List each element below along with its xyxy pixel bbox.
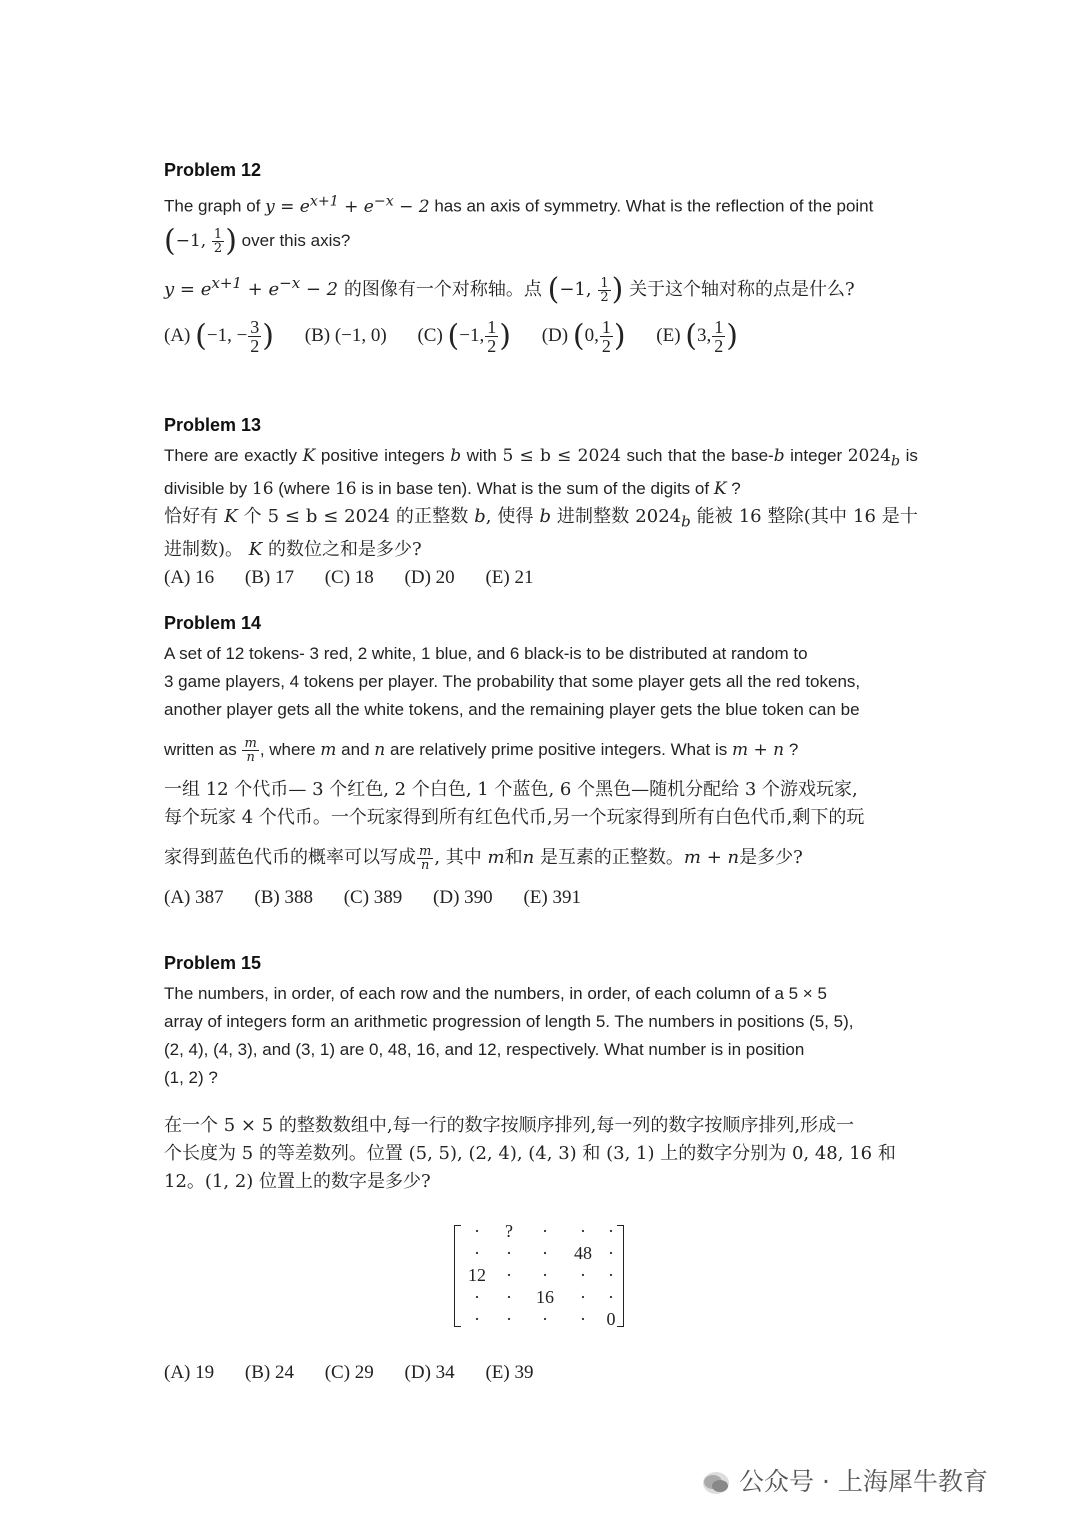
zh-line-2: 每个玩家 4 个代币。一个玩家得到所有红色代币,另一个玩家得到所有白色代币,剩下的玩 bbox=[164, 807, 865, 829]
statement-line-1: A set of 12 tokens- 3 red, 2 white, 1 blue, and 6 black-is to be distributed at random to bbox=[164, 644, 808, 663]
problem-12 bbox=[164, 160, 918, 355]
matrix-row bbox=[462, 1309, 616, 1331]
matrix-cell: 0 bbox=[606, 1309, 616, 1329]
choice-c: (C) 18 bbox=[324, 566, 374, 588]
choice-e: (E) (3, $\frac{1}{2}$ ) bbox=[656, 317, 738, 357]
statement-line-4: written as $\frac{m}{n}$ , where m and n are relatively prime positive integers. What is m + n ? bbox=[164, 736, 799, 766]
matrix-cell: · bbox=[542, 1243, 548, 1263]
choice-c: (C) (−1, $\frac{1}{2}$ ) bbox=[417, 317, 511, 357]
choice-e: (E) 21 bbox=[485, 566, 534, 588]
choice-b: (B) 24 bbox=[244, 1362, 294, 1383]
problem-title: Problem 14 bbox=[164, 613, 262, 633]
choice-c: (C) 389 bbox=[343, 887, 403, 909]
choice-b: (B) 17 bbox=[244, 566, 294, 588]
statement-line-3: (2, 4), (4, 3), and (3, 1) are 0, 48, 16, and 12, respectively. What number is in position bbox=[164, 1040, 805, 1059]
choice-e: (E) 39 bbox=[485, 1362, 534, 1383]
choice-a: (A) 19 bbox=[164, 1362, 215, 1383]
matrix-cell: · bbox=[542, 1309, 548, 1329]
matrix-cell: 16 bbox=[536, 1287, 554, 1307]
problem-statement-zh: 恰好有 K 个 5 ≤ b ≤ 2024 的正整数 b, 使得 b 进制整数 $2024_b$ 能被 16 整除(其中 16 是十进制数)。 K 的数位之和是多少? bbox=[164, 506, 918, 560]
matrix-cell: · bbox=[474, 1287, 480, 1307]
watermark bbox=[703, 1462, 988, 1498]
choice-e: (E) 391 bbox=[523, 887, 581, 909]
matrix-row bbox=[462, 1243, 616, 1265]
matrix-cell: ? bbox=[505, 1221, 513, 1241]
choice-b: (B) (−1, 0) bbox=[304, 325, 387, 347]
matrix-cell: · bbox=[580, 1265, 586, 1285]
matrix-row bbox=[462, 1221, 616, 1243]
matrix-cell: · bbox=[580, 1221, 586, 1241]
choice-a: (A) 387 bbox=[164, 887, 224, 909]
wechat-icon bbox=[703, 1472, 729, 1494]
matrix-row bbox=[462, 1265, 616, 1287]
choice-b: (B) 388 bbox=[254, 887, 313, 909]
problem-15 bbox=[164, 953, 918, 1383]
problem-statement-en: The graph of $y = e^{x+1} + e^{-x} - 2$ has an axis of symmetry. What is the reflection of the point bbox=[164, 193, 874, 217]
answer-choices bbox=[164, 884, 918, 912]
matrix-cell: · bbox=[542, 1221, 548, 1241]
problem-statement-en-2: (−1, $\frac{1}{2}$ ) over this axis? bbox=[164, 223, 351, 259]
matrix-cell: · bbox=[580, 1287, 586, 1307]
answer-choices bbox=[164, 1359, 559, 1387]
matrix-cell: · bbox=[608, 1221, 614, 1241]
choice-c: (C) 29 bbox=[324, 1362, 374, 1383]
problem-14 bbox=[164, 613, 918, 912]
statement-line-3: another player gets all the white tokens, and the remaining player gets the blue token can be bbox=[164, 700, 860, 719]
choice-d: (D) 34 bbox=[404, 1362, 455, 1383]
problem-title: Problem 13 bbox=[164, 415, 262, 435]
matrix-cell: · bbox=[608, 1243, 614, 1263]
matrix-cell: · bbox=[580, 1309, 586, 1329]
watermark-text: 公众号 · 上海犀牛教育 bbox=[739, 1467, 988, 1496]
problem-statement-en: There are exactly K positive integers b with 5 ≤ b ≤ 2024 such that the base-b integer $2024_b$ is divisible by 16 (where 16 is in base ten). What is the sum of the digits of K ? bbox=[164, 446, 918, 500]
problem-title: Problem 12 bbox=[164, 160, 262, 180]
choice-d: (D) 20 bbox=[404, 566, 455, 588]
statement-line-1: The numbers, in order, of each row and the numbers, in order, of each column of a 5 × 5 bbox=[164, 984, 827, 1003]
matrix-cell: · bbox=[506, 1287, 512, 1307]
choice-d: (D) (0, $\frac{1}{2}$ ) bbox=[541, 317, 626, 357]
choice-a: (A) (−1, − $\frac{3}{2}$ ) bbox=[164, 317, 275, 357]
matrix-cell: · bbox=[608, 1265, 614, 1285]
zh-line-1: 在一个 5 × 5 的整数数组中,每一行的数字按顺序排列,每一列的数字按顺序排列,形成一 bbox=[164, 1115, 855, 1136]
matrix-cell: · bbox=[474, 1221, 480, 1241]
answer-choices bbox=[164, 564, 918, 592]
array-matrix bbox=[454, 1221, 624, 1329]
problem-statement-zh: $y = e^{x+1} + e^{-x} - 2$ 的图像有一个对称轴。点 (−1, $\frac{1}{2}$ ) 关于这个轴对称的点是什么? bbox=[164, 272, 855, 308]
zh-line-3: 家得到蓝色代币的概率可以写成 $\frac{m}{n}$ , 其中 m和n 是互素的正整数。m + n是多少? bbox=[164, 843, 803, 873]
matrix-cell: · bbox=[506, 1265, 512, 1285]
statement-line-2: array of integers form an arithmetic progression of length 5. The numbers in positions (5, 5), bbox=[164, 1012, 854, 1031]
equation: $y = e^{x+1} + e^{-x} - 2$ bbox=[265, 193, 430, 217]
statement-line-4: (1, 2) ? bbox=[164, 1068, 218, 1087]
matrix-cell: · bbox=[506, 1243, 512, 1263]
zh-line-3: 12。(1, 2) 位置上的数字是多少? bbox=[164, 1171, 431, 1192]
answer-choices bbox=[164, 318, 918, 355]
left-bracket bbox=[454, 1225, 461, 1327]
choice-a: (A) 16 bbox=[164, 566, 215, 588]
matrix-cell: · bbox=[506, 1309, 512, 1329]
choice-d: (D) 390 bbox=[433, 887, 493, 909]
matrix-cell: 12 bbox=[468, 1265, 486, 1285]
matrix-row bbox=[462, 1287, 616, 1309]
matrix-cell: · bbox=[474, 1309, 480, 1329]
zh-line-2: 个长度为 5 的等差数列。位置 (5, 5), (2, 4), (4, 3) 和 (3, 1) 上的数字分别为 0, 48, 16 和 bbox=[164, 1143, 896, 1164]
matrix-cell: · bbox=[608, 1287, 614, 1307]
statement-line-2: 3 game players, 4 tokens per player. The probability that some player gets all the red tokens, bbox=[164, 672, 861, 691]
problem-title: Problem 15 bbox=[164, 953, 262, 973]
zh-line-1: 一组 12 个代币— 3 个红色, 2 个白色, 1 个蓝色, 6 个黑色—随机分配给 3 个游戏玩家, bbox=[164, 779, 858, 801]
matrix-cell: · bbox=[474, 1243, 480, 1263]
matrix-cell: · bbox=[542, 1265, 548, 1285]
problem-13 bbox=[164, 415, 918, 592]
matrix-cell: 48 bbox=[574, 1243, 592, 1263]
